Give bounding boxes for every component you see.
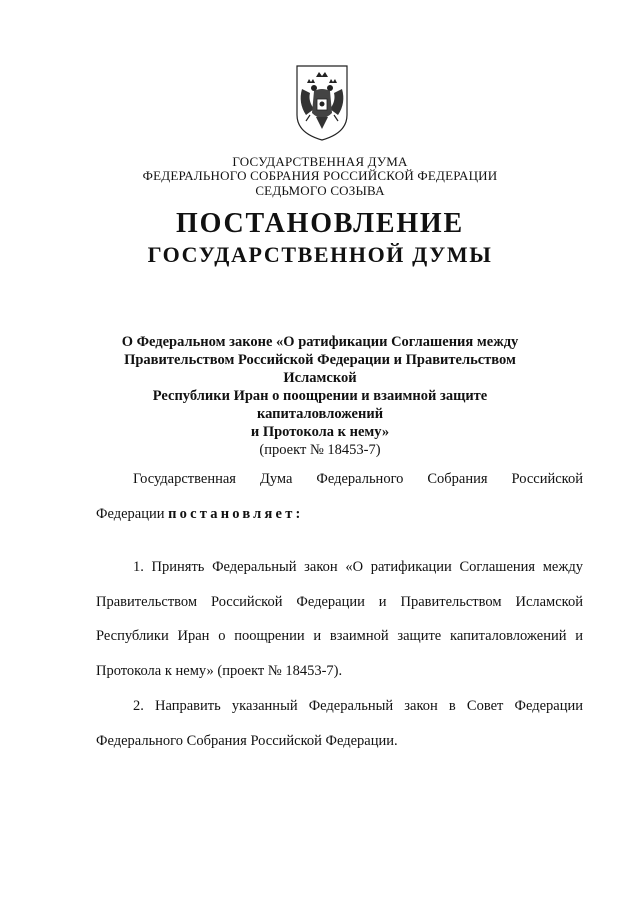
decrees-word: постановляет: (168, 506, 304, 522)
intro-line-1: Государственная Дума Федерального Собрания Российской (133, 471, 583, 487)
org-line-assembly: ФЕДЕРАЛЬНОГО СОБРАНИЯ РОССИЙСКОЙ ФЕДЕРАЦИИ (142, 168, 498, 183)
item-2-line-2: Федерального Собрания Российской Федерации. (96, 733, 398, 749)
intro-line-2 (96, 505, 583, 523)
intro-federation: Федерации (96, 506, 165, 522)
resolution-heading (90, 333, 550, 459)
heading-line: Правительством Российской Федерации и Правительством Исламской (124, 352, 516, 386)
project-number: (проект № 18453-7) (259, 442, 381, 458)
coat-of-arms-emblem (294, 63, 350, 143)
heading-line: и Протокола к нему» (250, 424, 390, 440)
document-title: ПОСТАНОВЛЕНИЕ (176, 208, 464, 239)
heading-line: О Федеральном законе «О ратификации Соглашения между (121, 334, 519, 350)
org-line-duma: ГОСУДАРСТВЕННАЯ ДУМА (232, 154, 408, 169)
item-1-line-3: Республики Иран о поощрении и взаимной защите капиталовложений и (96, 628, 583, 644)
russian-coat-of-arms-icon (294, 63, 350, 143)
item-1-line-4: Протокола к нему» (проект № 18453-7). (96, 663, 343, 679)
item-1-line-2: Правительством Российской Федерации и Правительством Исламской (96, 594, 583, 610)
heading-line: Республики Иран о поощрении и взаимной защите капиталовложений (152, 388, 488, 422)
document-subtitle: ГОСУДАРСТВЕННОЙ ДУМЫ (147, 242, 493, 267)
org-line-convocation: СЕДЬМОГО СОЗЫВА (255, 183, 385, 198)
item-1-line-1: 1. Принять Федеральный закон «О ратификации Соглашения между (133, 559, 583, 575)
item-2-line-1: 2. Направить указанный Федеральный закон в Совет Федерации (133, 698, 583, 714)
